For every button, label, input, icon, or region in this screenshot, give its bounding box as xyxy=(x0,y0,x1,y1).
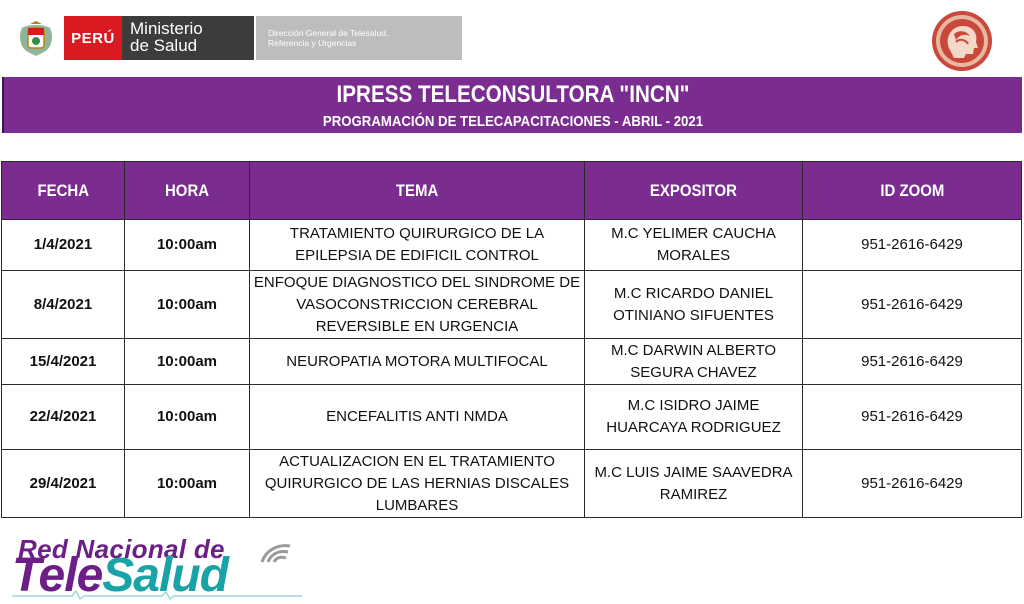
cell-expositor: M.C RICARDO DANIEL OTINIANO SIFUENTES xyxy=(585,271,803,339)
ministry-line-1: Ministerio xyxy=(130,19,203,38)
cell-fecha: 29/4/2021 xyxy=(2,450,125,518)
telesalud-brand-logo xyxy=(12,534,312,600)
cell-hora: 10:00am xyxy=(125,450,250,518)
minsa-logo xyxy=(14,16,462,60)
incn-head-logo-icon xyxy=(930,10,994,72)
cell-tema: TRATAMIENTO QUIRURGICO DE LA EPILEPSIA DE EDIFICIL CONTROL xyxy=(250,220,585,271)
direction-line-1: Dirección General de Telesalud, xyxy=(268,28,389,38)
column-header-fecha: FECHA xyxy=(2,162,125,220)
cell-fecha: 1/4/2021 xyxy=(2,220,125,271)
brand-line-1: Red Nacional de xyxy=(18,534,225,564)
peru-coat-of-arms-icon xyxy=(14,16,58,60)
cell-hora: 10:00am xyxy=(125,220,250,271)
table-row xyxy=(2,450,1022,518)
cell-hora: 10:00am xyxy=(125,339,250,385)
cell-tema: ACTUALIZACION EN EL TRATAMIENTO QUIRURGICO DE LAS HERNIAS DISCALES LUMBARES xyxy=(250,450,585,518)
cell-expositor: M.C YELIMER CAUCHA MORALES xyxy=(585,220,803,271)
cell-id-zoom: 951-2616-6429 xyxy=(803,271,1022,339)
cell-id-zoom: 951-2616-6429 xyxy=(803,220,1022,271)
cell-id-zoom: 951-2616-6429 xyxy=(803,339,1022,385)
schedule-table xyxy=(1,161,1022,518)
ministry-name xyxy=(122,16,254,60)
cell-tema: ENFOQUE DIAGNOSTICO DEL SINDROME DE VASOCONSTRICCION CEREBRAL REVERSIBLE EN URGENCIA xyxy=(250,271,585,339)
table-row xyxy=(2,271,1022,339)
peru-label: PERÚ xyxy=(64,16,122,60)
cell-id-zoom: 951-2616-6429 xyxy=(803,385,1022,450)
cell-fecha: 15/4/2021 xyxy=(2,339,125,385)
cell-expositor: M.C DARWIN ALBERTO SEGURA CHAVEZ xyxy=(585,339,803,385)
direction-name xyxy=(256,16,462,60)
table-row xyxy=(2,220,1022,271)
column-header-hora: HORA xyxy=(125,162,250,220)
brand-salud: Salud xyxy=(102,549,228,602)
column-header-tema: TEMA xyxy=(250,162,585,220)
cell-hora: 10:00am xyxy=(125,385,250,450)
table-row xyxy=(2,385,1022,450)
table-row xyxy=(2,339,1022,385)
cell-id-zoom: 951-2616-6429 xyxy=(803,450,1022,518)
page-subtitle: PROGRAMACIÓN DE TELECAPACITACIONES - ABRIL - 2021 xyxy=(322,113,704,130)
column-header-id-zoom: ID ZOOM xyxy=(803,162,1022,220)
cell-expositor: M.C LUIS JAIME SAAVEDRA RAMIREZ xyxy=(585,450,803,518)
wifi-signal-icon xyxy=(258,536,298,566)
direction-line-2: Referencia y Urgencias xyxy=(268,38,357,48)
cell-expositor: M.C ISIDRO JAIME HUARCAYA RODRIGUEZ xyxy=(585,385,803,450)
cell-tema: NEUROPATIA MOTORA MULTIFOCAL xyxy=(250,339,585,385)
table-header-row xyxy=(2,162,1022,220)
column-header-expositor: EXPOSITOR xyxy=(585,162,803,220)
cell-hora: 10:00am xyxy=(125,271,250,339)
page-title: IPRESS TELECONSULTORA "INCN" xyxy=(336,81,690,108)
title-band xyxy=(2,77,1022,133)
cell-tema: ENCEFALITIS ANTI NMDA xyxy=(250,385,585,450)
heartbeat-line-icon xyxy=(12,590,302,600)
cell-fecha: 8/4/2021 xyxy=(2,271,125,339)
ministry-line-2: de Salud xyxy=(130,36,198,55)
brand-tele: Tele xyxy=(12,549,103,602)
cell-fecha: 22/4/2021 xyxy=(2,385,125,450)
